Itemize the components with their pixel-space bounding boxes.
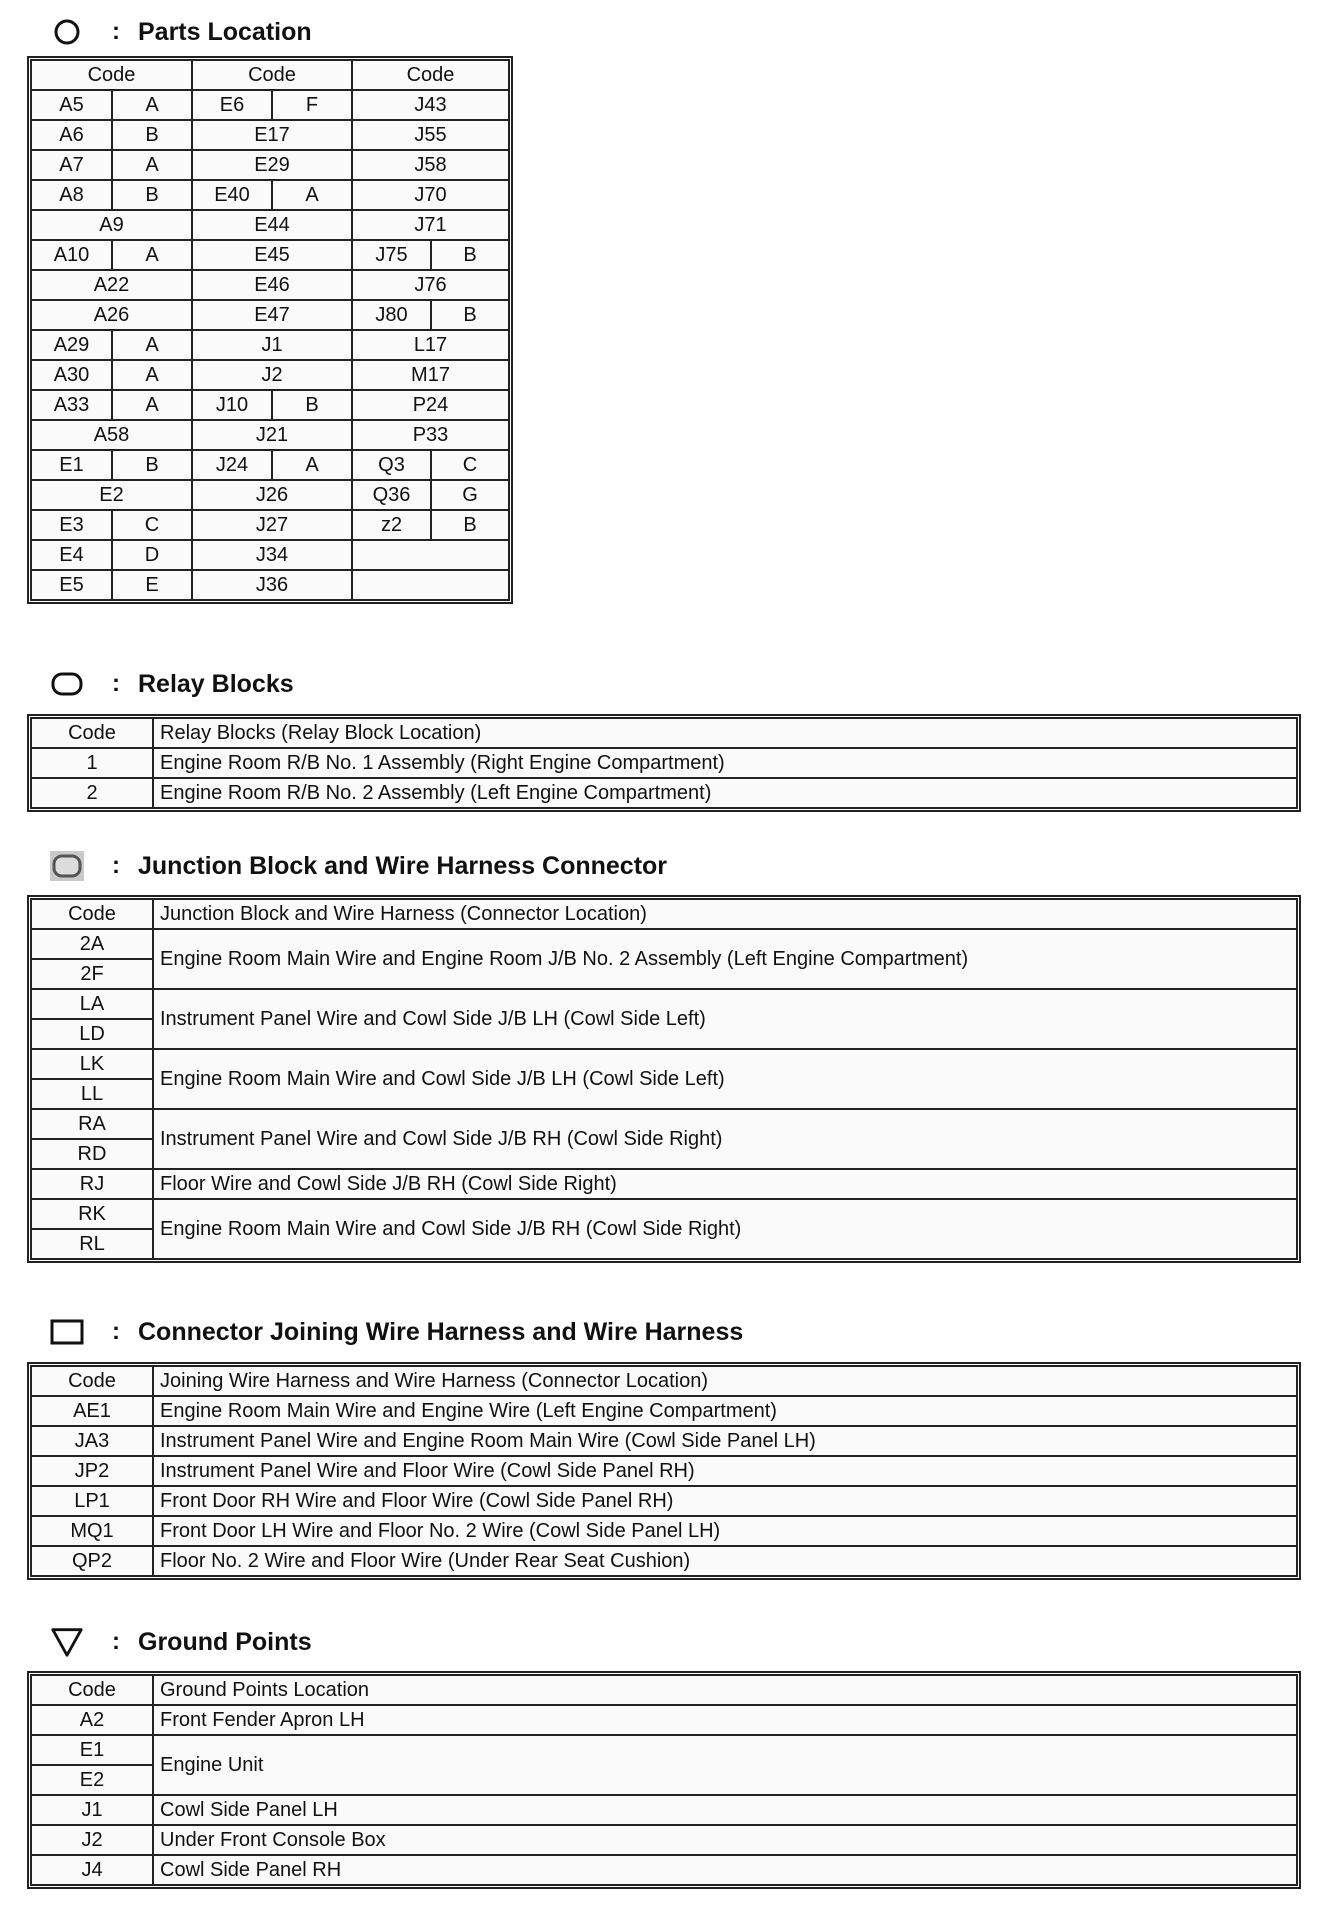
table-row	[31, 1109, 1297, 1139]
parts-row	[31, 450, 509, 480]
rectangle-outline-icon	[50, 1316, 84, 1348]
part-variant-cell: B	[431, 240, 509, 270]
part-code-cell: z2	[352, 510, 431, 540]
table-row	[31, 1795, 1297, 1825]
connector-joining-title: Connector Joining Wire Harness and Wire Harness	[138, 1317, 744, 1346]
part-code-cell: E45	[192, 240, 352, 270]
location-cell: Under Front Console Box	[153, 1825, 1297, 1855]
table-row	[31, 989, 1297, 1019]
rounded-rect-outline-icon	[50, 668, 84, 700]
parts-row	[31, 420, 509, 450]
part-variant-cell: B	[112, 450, 192, 480]
table-row	[31, 1486, 1297, 1516]
part-variant-cell: A	[112, 330, 192, 360]
part-code-cell: A8	[31, 180, 112, 210]
code-cell: JA3	[31, 1426, 153, 1456]
part-code-cell: J34	[192, 540, 352, 570]
parts-location-heading	[50, 14, 312, 50]
junction-header-row	[31, 899, 1297, 929]
relay-blocks-title: Relay Blocks	[138, 669, 294, 698]
parts-row	[31, 390, 509, 420]
table-row	[31, 1855, 1297, 1885]
connector-joining-table	[30, 1365, 1298, 1577]
column-header: Code	[31, 60, 192, 90]
part-code-cell: J26	[192, 480, 352, 510]
location-cell: Instrument Panel Wire and Cowl Side J/B LH (Cowl Side Left)	[153, 989, 1297, 1049]
code-column-header: Code	[31, 1675, 153, 1705]
column-header: Code	[352, 60, 509, 90]
part-variant-cell: A	[112, 360, 192, 390]
location-cell: Engine Room Main Wire and Cowl Side J/B RH (Cowl Side Right)	[153, 1199, 1297, 1259]
code-cell: JP2	[31, 1456, 153, 1486]
code-cell: 1	[31, 748, 153, 778]
parts-row	[31, 300, 509, 330]
part-variant-cell: C	[112, 510, 192, 540]
part-code-cell: J70	[352, 180, 509, 210]
part-code-cell: E5	[31, 570, 112, 600]
code-cell: QP2	[31, 1546, 153, 1576]
part-code-cell: E46	[192, 270, 352, 300]
heading-colon: :	[112, 852, 120, 879]
part-code-cell: J27	[192, 510, 352, 540]
code-cell: RD	[31, 1139, 153, 1169]
part-variant-cell: B	[431, 510, 509, 540]
part-code-cell: J80	[352, 300, 431, 330]
joining-header-row	[31, 1366, 1297, 1396]
table-row	[31, 1516, 1297, 1546]
part-code-cell	[352, 540, 509, 570]
ground-points-table	[30, 1674, 1298, 1886]
description-column-header: Joining Wire Harness and Wire Harness (Connector Location)	[153, 1366, 1297, 1396]
part-code-cell: J43	[352, 90, 509, 120]
heading-colon: :	[112, 1318, 120, 1345]
table-row	[31, 1396, 1297, 1426]
parts-row	[31, 330, 509, 360]
connector-joining-heading	[50, 1314, 743, 1350]
location-cell: Instrument Panel Wire and Engine Room Main Wire (Cowl Side Panel LH)	[153, 1426, 1297, 1456]
part-variant-cell: E	[112, 570, 192, 600]
part-code-cell: A10	[31, 240, 112, 270]
code-cell: E1	[31, 1735, 153, 1765]
part-code-cell: J10	[192, 390, 272, 420]
part-code-cell: E29	[192, 150, 352, 180]
part-code-cell: E17	[192, 120, 352, 150]
code-column-header: Code	[31, 899, 153, 929]
part-code-cell: A26	[31, 300, 192, 330]
code-cell: A2	[31, 1705, 153, 1735]
ground-points-title: Ground Points	[138, 1627, 312, 1656]
location-cell: Instrument Panel Wire and Cowl Side J/B RH (Cowl Side Right)	[153, 1109, 1297, 1169]
location-cell: Engine Room Main Wire and Cowl Side J/B LH (Cowl Side Left)	[153, 1049, 1297, 1109]
part-code-cell: J1	[192, 330, 352, 360]
table-row	[31, 1199, 1297, 1229]
part-code-cell: A5	[31, 90, 112, 120]
part-code-cell: J21	[192, 420, 352, 450]
part-code-cell: E4	[31, 540, 112, 570]
table-row	[31, 1705, 1297, 1735]
part-code-cell	[352, 570, 509, 600]
ground-header-row	[31, 1675, 1297, 1705]
code-cell: AE1	[31, 1396, 153, 1426]
down-triangle-icon	[50, 1626, 84, 1658]
part-code-cell: J2	[192, 360, 352, 390]
part-code-cell: J76	[352, 270, 509, 300]
code-cell: RA	[31, 1109, 153, 1139]
code-cell: J2	[31, 1825, 153, 1855]
part-variant-cell: A	[272, 450, 352, 480]
code-cell: LA	[31, 989, 153, 1019]
table-row	[31, 778, 1297, 808]
parts-row	[31, 540, 509, 570]
code-cell: RJ	[31, 1169, 153, 1199]
table-row	[31, 929, 1297, 959]
table-row	[31, 1169, 1297, 1199]
part-code-cell: P24	[352, 390, 509, 420]
rounded-rect-shaded-icon	[50, 850, 84, 882]
code-cell: MQ1	[31, 1516, 153, 1546]
location-cell: Front Fender Apron LH	[153, 1705, 1297, 1735]
code-cell: LD	[31, 1019, 153, 1049]
part-code-cell: J75	[352, 240, 431, 270]
parts-row	[31, 90, 509, 120]
code-column-header: Code	[31, 1366, 153, 1396]
parts-row	[31, 150, 509, 180]
column-header: Code	[192, 60, 352, 90]
code-cell: LL	[31, 1079, 153, 1109]
location-cell: Engine Room Main Wire and Engine Room J/B No. 2 Assembly (Left Engine Compartment)	[153, 929, 1297, 989]
part-variant-cell: B	[112, 180, 192, 210]
junction-block-table	[30, 898, 1298, 1260]
table-row	[31, 1426, 1297, 1456]
part-code-cell: A33	[31, 390, 112, 420]
code-cell: E2	[31, 1765, 153, 1795]
part-code-cell: J24	[192, 450, 272, 480]
table-row	[31, 1735, 1297, 1765]
code-cell: J4	[31, 1855, 153, 1885]
location-cell: Instrument Panel Wire and Floor Wire (Cowl Side Panel RH)	[153, 1456, 1297, 1486]
part-code-cell: A22	[31, 270, 192, 300]
description-column-header: Junction Block and Wire Harness (Connector Location)	[153, 899, 1297, 929]
location-cell: Front Door RH Wire and Floor Wire (Cowl Side Panel RH)	[153, 1486, 1297, 1516]
parts-header-row	[31, 60, 509, 90]
table-row	[31, 1456, 1297, 1486]
part-variant-cell: A	[112, 150, 192, 180]
location-cell: Engine Room Main Wire and Engine Wire (Left Engine Compartment)	[153, 1396, 1297, 1426]
circle-outline-icon	[50, 16, 84, 48]
parts-row	[31, 480, 509, 510]
location-cell: Engine Unit	[153, 1735, 1297, 1795]
part-code-cell: L17	[352, 330, 509, 360]
part-code-cell: E40	[192, 180, 272, 210]
code-cell: LK	[31, 1049, 153, 1079]
part-code-cell: J55	[352, 120, 509, 150]
part-code-cell: A7	[31, 150, 112, 180]
code-cell: RK	[31, 1199, 153, 1229]
heading-colon: :	[112, 670, 120, 697]
parts-row	[31, 180, 509, 210]
part-variant-cell: A	[272, 180, 352, 210]
part-variant-cell: C	[431, 450, 509, 480]
parts-location-table	[30, 59, 510, 601]
part-variant-cell: B	[431, 300, 509, 330]
part-variant-cell: B	[112, 120, 192, 150]
part-variant-cell: F	[272, 90, 352, 120]
part-code-cell: A9	[31, 210, 192, 240]
location-cell: Cowl Side Panel LH	[153, 1795, 1297, 1825]
relay-blocks-table	[30, 717, 1298, 809]
part-code-cell: E6	[192, 90, 272, 120]
code-cell: J1	[31, 1795, 153, 1825]
part-variant-cell: A	[112, 240, 192, 270]
location-cell: Floor Wire and Cowl Side J/B RH (Cowl Side Right)	[153, 1169, 1297, 1199]
ground-points-heading	[50, 1624, 312, 1660]
parts-row	[31, 360, 509, 390]
part-code-cell: Q36	[352, 480, 431, 510]
table-row	[31, 748, 1297, 778]
part-code-cell: A58	[31, 420, 192, 450]
part-code-cell: E44	[192, 210, 352, 240]
parts-row	[31, 120, 509, 150]
part-variant-cell: G	[431, 480, 509, 510]
part-code-cell: A29	[31, 330, 112, 360]
parts-row	[31, 210, 509, 240]
description-column-header: Ground Points Location	[153, 1675, 1297, 1705]
part-variant-cell: A	[112, 90, 192, 120]
parts-row	[31, 270, 509, 300]
part-code-cell: E2	[31, 480, 192, 510]
code-cell: RL	[31, 1229, 153, 1259]
code-cell: 2F	[31, 959, 153, 989]
part-code-cell: E1	[31, 450, 112, 480]
heading-colon: :	[112, 18, 120, 45]
part-variant-cell: D	[112, 540, 192, 570]
parts-row	[31, 510, 509, 540]
part-variant-cell: B	[272, 390, 352, 420]
junction-block-heading	[50, 848, 667, 884]
location-cell: Front Door LH Wire and Floor No. 2 Wire (Cowl Side Panel LH)	[153, 1516, 1297, 1546]
junction-block-title: Junction Block and Wire Harness Connector	[138, 851, 668, 880]
part-code-cell: E47	[192, 300, 352, 330]
table-row	[31, 1825, 1297, 1855]
description-column-header: Relay Blocks (Relay Block Location)	[153, 718, 1297, 748]
part-code-cell: J58	[352, 150, 509, 180]
part-variant-cell: A	[112, 390, 192, 420]
location-cell: Engine Room R/B No. 1 Assembly (Right Engine Compartment)	[153, 748, 1297, 778]
code-cell: 2A	[31, 929, 153, 959]
location-cell: Engine Room R/B No. 2 Assembly (Left Engine Compartment)	[153, 778, 1297, 808]
part-code-cell: M17	[352, 360, 509, 390]
part-code-cell: E3	[31, 510, 112, 540]
table-row	[31, 1546, 1297, 1576]
code-cell: LP1	[31, 1486, 153, 1516]
location-cell: Cowl Side Panel RH	[153, 1855, 1297, 1885]
relay-header-row	[31, 718, 1297, 748]
part-code-cell: J71	[352, 210, 509, 240]
relay-blocks-heading	[50, 666, 294, 702]
code-column-header: Code	[31, 718, 153, 748]
part-code-cell: A6	[31, 120, 112, 150]
location-cell: Floor No. 2 Wire and Floor Wire (Under Rear Seat Cushion)	[153, 1546, 1297, 1576]
parts-row	[31, 570, 509, 600]
part-code-cell: A30	[31, 360, 112, 390]
parts-row	[31, 240, 509, 270]
table-row	[31, 1049, 1297, 1079]
parts-location-title: Parts Location	[138, 17, 312, 46]
part-code-cell: P33	[352, 420, 509, 450]
part-code-cell: J36	[192, 570, 352, 600]
code-cell: 2	[31, 778, 153, 808]
heading-colon: :	[112, 1628, 120, 1655]
part-code-cell: Q3	[352, 450, 431, 480]
